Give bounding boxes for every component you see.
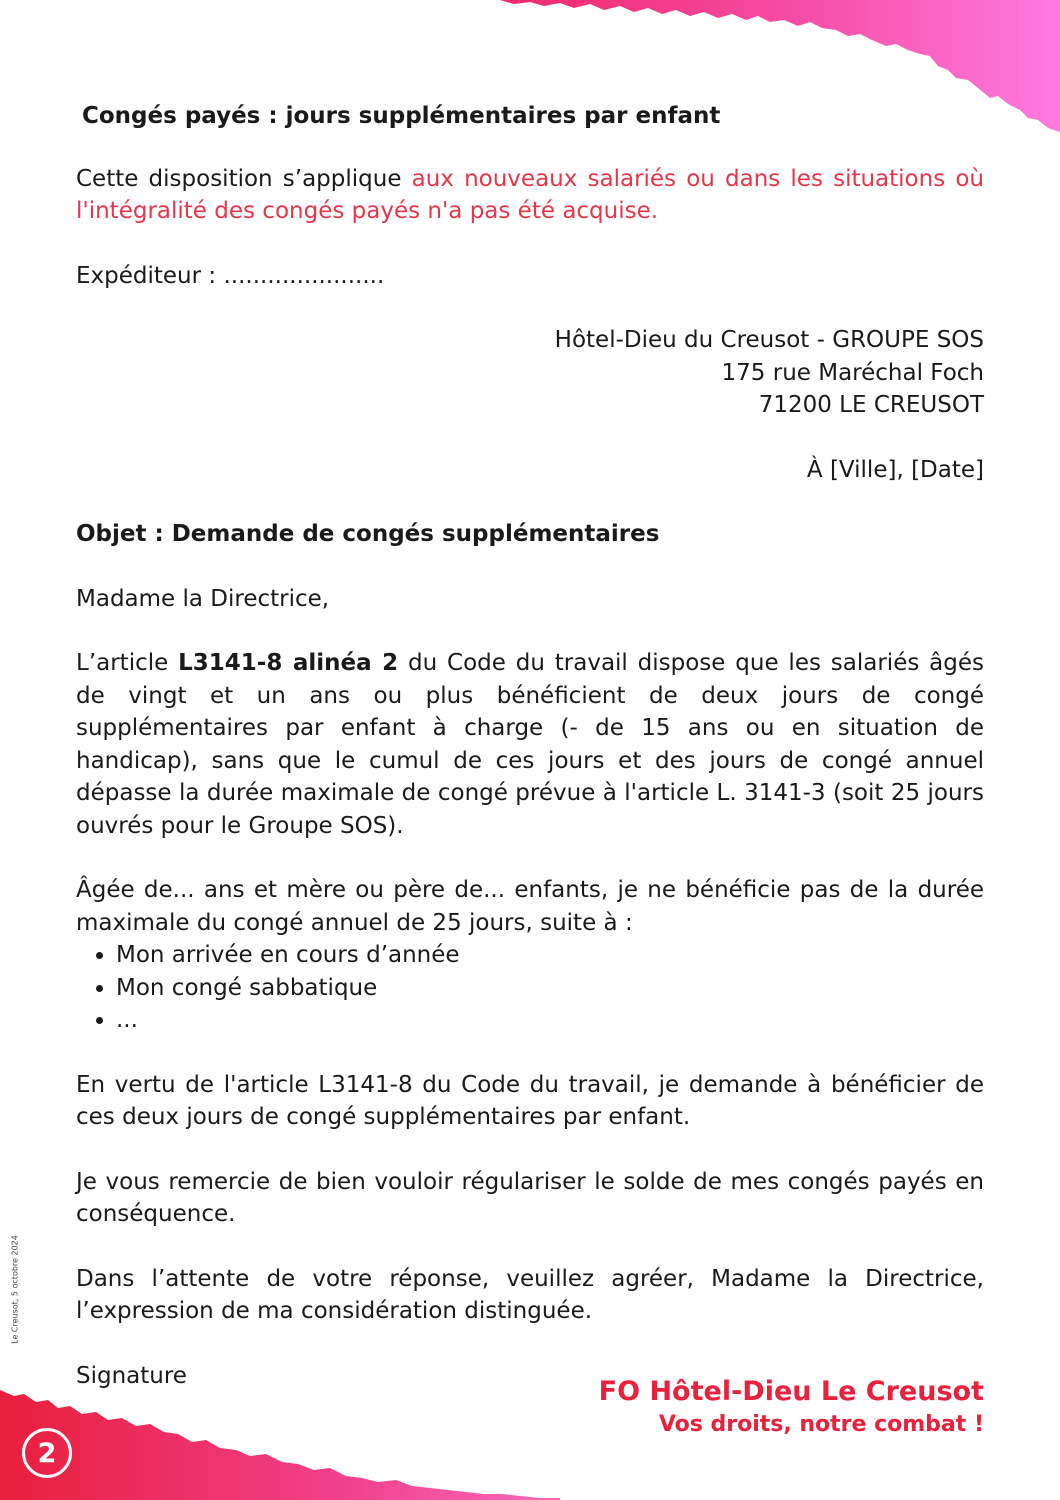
recipient-address — [76, 324, 984, 422]
intro-lead: Cette disposition s’applique — [76, 165, 412, 192]
paragraph-situation: Âgée de... ans et mère ou père de... enfants, je ne bénéficie pas de la durée maximale du congé annuel de 25 jours, suite à : — [76, 877, 984, 936]
paragraph-request: En vertu de l'article L3141-8 du Code du travail, je demande à bénéficier de ces deux jours de congé supplémentaires par enfant. — [76, 1071, 984, 1130]
recipient-line-3: 71200 LE CREUSOT — [758, 392, 984, 418]
reasons-list — [76, 939, 984, 1037]
bottom-gradient-decoration — [0, 1390, 560, 1500]
list-item: • ... — [116, 1004, 984, 1037]
sender-line: Expéditeur : ...................... — [76, 262, 385, 289]
paragraph-article — [76, 647, 984, 842]
list-item: • Mon congé sabbatique — [116, 972, 984, 1005]
footer-organization: FO Hôtel-Dieu Le Creusot — [598, 1376, 984, 1407]
page-number-badge — [22, 1428, 72, 1478]
article-reference: L3141-8 alinéa 2 — [178, 650, 399, 676]
paragraph-closing: Dans l’attente de votre réponse, veuillez agréer, Madame la Directrice, l’expression de ma considération distinguée. — [76, 1265, 984, 1324]
letter-content — [76, 100, 984, 1392]
paragraph-article-rest: du Code du travail dispose que les salariés âgés de vingt et un ans ou plus bénéficient de deux jours de congé supplémentaires par enfant à charge (- de 15 ans ou en situation de handicap), sans que le cumul de ces jours et des jours de congé annuel dépasse la durée maximale de congé prévue à l'article L. 3141-3 (soit 25 jours ouvrés pour le Groupe SOS). — [76, 650, 984, 839]
paragraph-article-start: L’article — [76, 650, 179, 676]
recipient-line-1: Hôtel-Dieu du Creusot - GROUPE SOS — [554, 327, 984, 353]
intro-highlight: aux nouveaux salariés ou dans les situations où l'intégralité des congés payés n'a pas été acquise. — [76, 165, 984, 224]
letter-subject: Objet : Demande de congés supplémentaires — [76, 521, 660, 547]
footer-tagline: Vos droits, notre combat ! — [658, 1412, 984, 1437]
recipient-line-2: 175 rue Maréchal Foch — [721, 359, 984, 386]
list-item: • Mon arrivée en cours d’année — [116, 939, 984, 972]
paragraph-thanks: Je vous remercie de bien vouloir régulariser le solde de mes congés payés en conséquence. — [76, 1168, 984, 1227]
side-note-text: Le Creusot, 5 octobre 2024 — [10, 1235, 20, 1344]
signature-label: Signature — [76, 1362, 187, 1389]
page-title: Congés payés : jours supplémentaires par enfant — [82, 103, 721, 129]
side-date-note — [10, 1220, 20, 1360]
footer-branding — [599, 1374, 984, 1440]
salutation: Madame la Directrice, — [76, 585, 330, 612]
place-date: À [Ville], [Date] — [806, 456, 984, 483]
page-number: 2 — [37, 1437, 57, 1469]
intro-paragraph — [76, 163, 984, 228]
